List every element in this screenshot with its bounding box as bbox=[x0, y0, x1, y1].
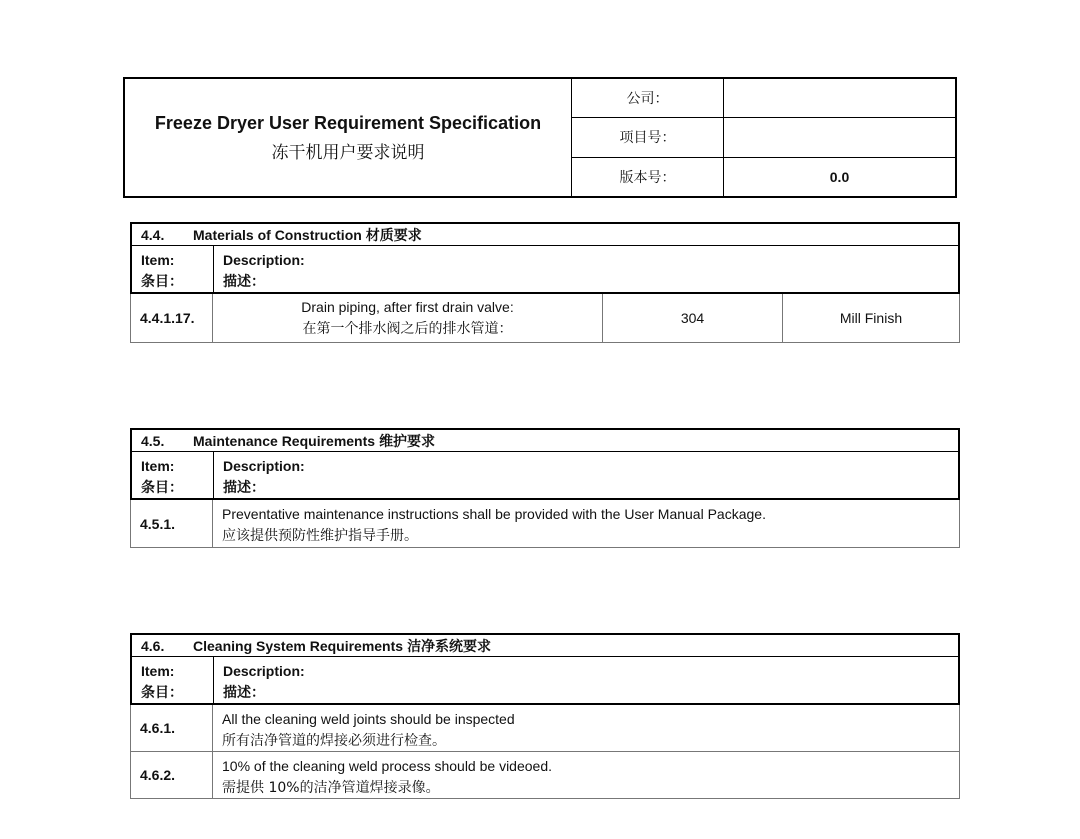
item-header bbox=[132, 246, 214, 292]
description-en: Drain piping, after first drain valve: bbox=[301, 299, 514, 315]
document-title-en: Freeze Dryer User Requirement Specification bbox=[154, 112, 542, 133]
document-header bbox=[123, 77, 957, 198]
description-header bbox=[214, 246, 958, 292]
description-en: 10% of the cleaning weld process should be videoed. bbox=[222, 758, 552, 774]
item-number: 4.6.2. bbox=[131, 752, 213, 798]
item-description bbox=[213, 705, 959, 751]
item-description bbox=[213, 752, 959, 798]
item-description bbox=[213, 500, 959, 547]
description-cn: 应该提供预防性维护指导手册。 bbox=[222, 528, 418, 544]
table-row bbox=[130, 705, 960, 752]
section-name-en: Maintenance Requirements bbox=[193, 432, 376, 449]
version-value: 0.0 bbox=[829, 168, 850, 185]
section-number: 4.4. bbox=[141, 226, 165, 243]
description-header-en: Description: bbox=[223, 663, 305, 679]
column-headers bbox=[130, 452, 960, 500]
description-en: Preventative maintenance instructions shall be provided with the User Manual Package. bbox=[222, 506, 766, 522]
item-header bbox=[132, 452, 214, 498]
section-cleaning-system bbox=[130, 633, 960, 799]
section-name-en: Materials of Construction bbox=[193, 226, 362, 243]
project-number-label: 项目号： bbox=[572, 118, 724, 156]
company-label: 公司： bbox=[572, 79, 724, 117]
table-row bbox=[130, 752, 960, 799]
description-header-cn: 描述： bbox=[223, 274, 265, 290]
header-row-company bbox=[572, 79, 955, 118]
item-header-cn: 条目： bbox=[141, 274, 183, 290]
company-value bbox=[724, 79, 955, 117]
section-title bbox=[130, 428, 960, 452]
surface-finish: Mill Finish bbox=[839, 310, 903, 326]
item-description bbox=[213, 294, 603, 342]
section-title bbox=[130, 222, 960, 246]
project-number-value bbox=[724, 118, 955, 156]
item-number: 4.5.1. bbox=[131, 500, 213, 547]
description-header-cn: 描述： bbox=[223, 480, 265, 496]
section-maintenance bbox=[130, 428, 960, 548]
section-name-cn: 维护要求 bbox=[379, 433, 436, 450]
description-header-en: Description: bbox=[223, 252, 305, 268]
description-cn: 所有洁净管道的焊接必须进行检查。 bbox=[222, 733, 446, 749]
description-header-cn: 描述： bbox=[223, 685, 265, 701]
item-header-en: Item: bbox=[141, 252, 175, 268]
item-header-en: Item: bbox=[141, 663, 175, 679]
item-header bbox=[132, 657, 214, 703]
item-header-cn: 条目： bbox=[141, 685, 183, 701]
item-header-en: Item: bbox=[141, 458, 175, 474]
header-info-cells bbox=[572, 79, 955, 196]
item-header-cn: 条目： bbox=[141, 480, 183, 496]
header-row-project bbox=[572, 118, 955, 157]
item-number: 4.4.1.17. bbox=[131, 294, 213, 342]
section-name-en: Cleaning System Requirements bbox=[193, 637, 404, 654]
description-cn: 需提供 10%的洁净管道焊接录像。 bbox=[222, 780, 440, 796]
section-number: 4.5. bbox=[141, 432, 165, 449]
description-header-en: Description: bbox=[223, 458, 305, 474]
version-label: 版本号： bbox=[572, 158, 724, 196]
header-row-version bbox=[572, 158, 955, 196]
column-headers bbox=[130, 246, 960, 294]
table-row bbox=[130, 294, 960, 343]
section-number: 4.6. bbox=[141, 637, 165, 654]
table-row bbox=[130, 500, 960, 548]
description-cn: 在第一个排水阀之后的排水管道： bbox=[302, 321, 513, 337]
item-number: 4.6.1. bbox=[131, 705, 213, 751]
section-title bbox=[130, 633, 960, 657]
description-header bbox=[214, 452, 958, 498]
header-title-cell bbox=[125, 79, 572, 196]
document-title-cn: 冻干机用户要求说明 bbox=[271, 142, 425, 163]
column-headers bbox=[130, 657, 960, 705]
material-grade: 304 bbox=[603, 294, 783, 342]
description-header bbox=[214, 657, 958, 703]
section-materials bbox=[130, 222, 960, 343]
section-name-cn: 洁净系统要求 bbox=[407, 638, 492, 655]
description-en: All the cleaning weld joints should be inspected bbox=[222, 711, 515, 727]
section-name-cn: 材质要求 bbox=[365, 227, 422, 244]
